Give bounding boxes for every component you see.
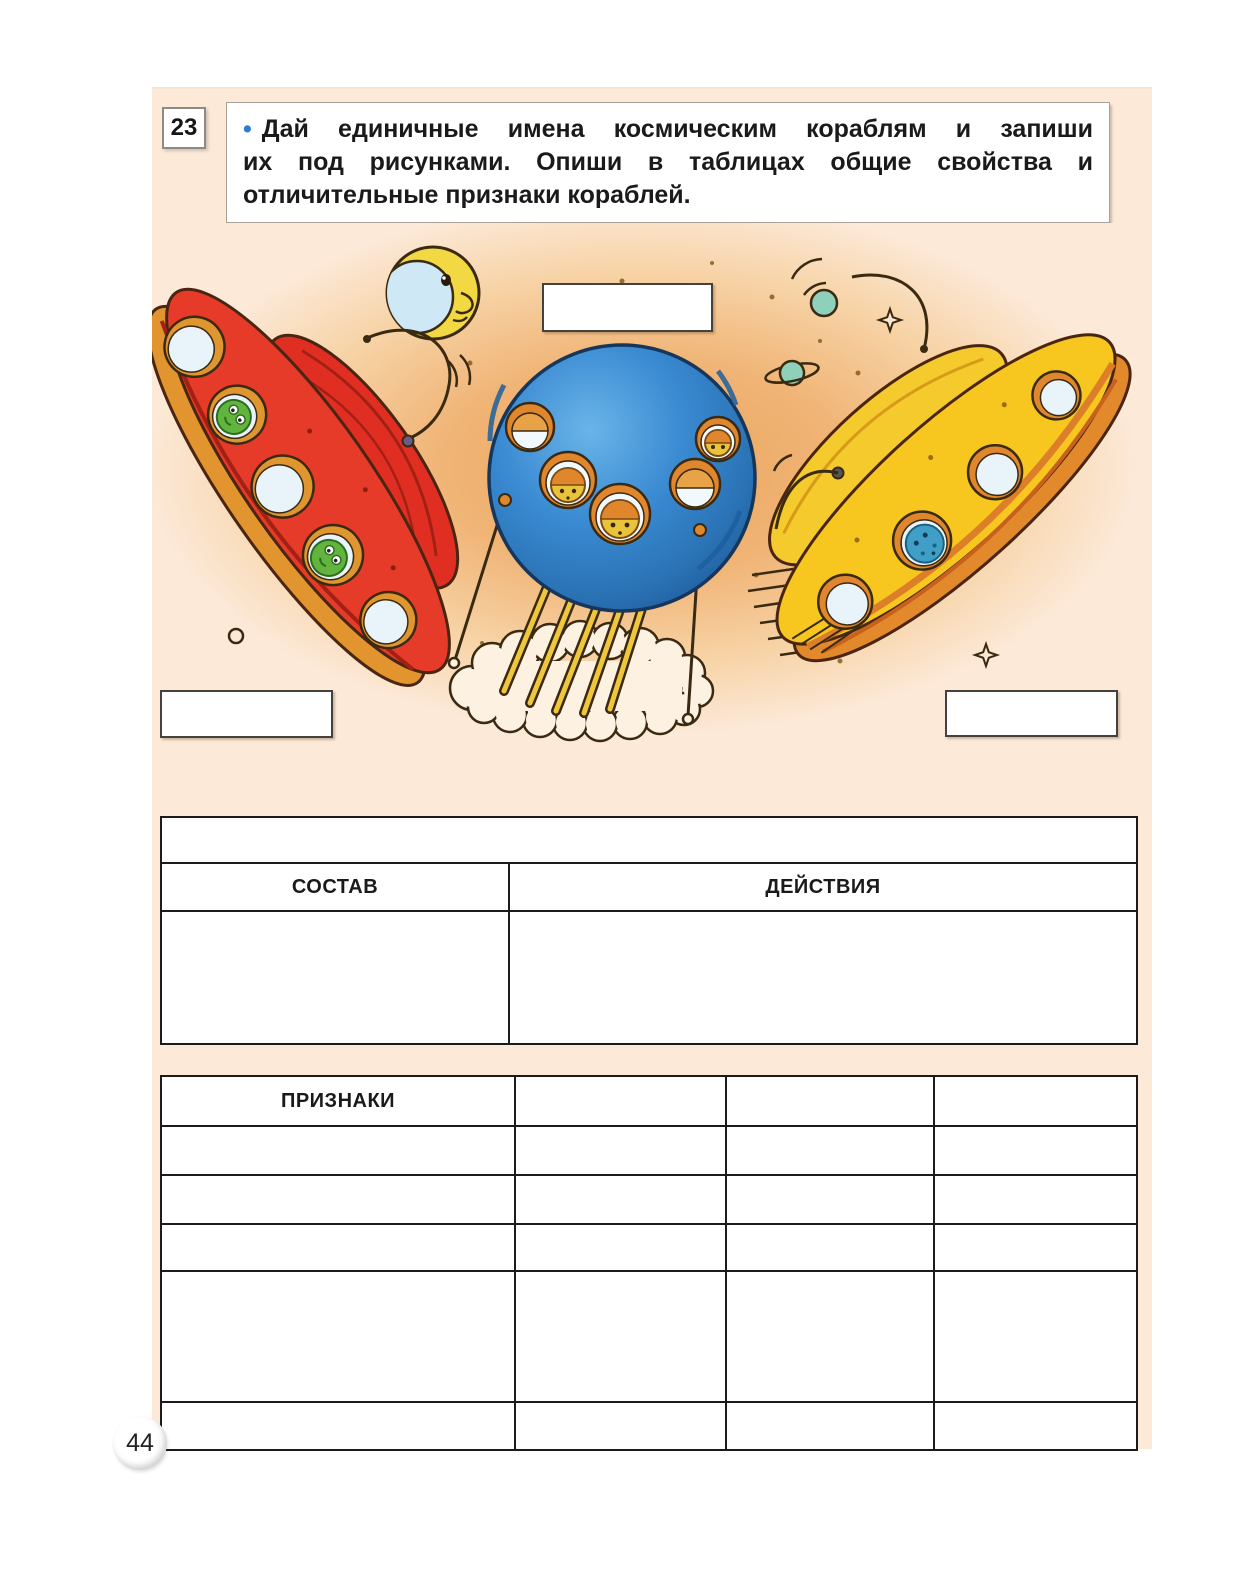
feature-row-cell[interactable] [161, 1402, 515, 1450]
composition-header-cell: СОСТАВ [161, 863, 509, 911]
actions-body-cell[interactable] [509, 911, 1137, 1044]
porthole-yellow-alien [696, 417, 740, 461]
feature-row-cell[interactable] [161, 1271, 515, 1402]
ship-column-header-cell[interactable] [934, 1076, 1137, 1126]
table-cell[interactable] [934, 1224, 1137, 1271]
table-cell[interactable] [726, 1175, 934, 1224]
ship-name-box-bottom-left[interactable] [160, 690, 333, 738]
feature-row-cell[interactable] [161, 1224, 515, 1271]
task-instruction-box [226, 102, 1110, 223]
ship-name-box-bottom-right[interactable] [945, 690, 1118, 737]
table-cell[interactable] [726, 1402, 934, 1450]
task-number: 23 [170, 114, 198, 141]
task-text-line: отличительные признаки кораблей. [243, 181, 691, 209]
table-cell[interactable] [515, 1402, 726, 1450]
table-cell[interactable] [515, 1224, 726, 1271]
porthole-yellow-alien [540, 452, 596, 508]
porthole-yellow-alien [590, 484, 650, 544]
features-header-cell: ПРИЗНАКИ [161, 1076, 515, 1126]
table-cell[interactable] [934, 1126, 1137, 1175]
table-cell[interactable] [934, 1271, 1137, 1402]
porthole [670, 459, 720, 509]
composition-body-cell[interactable] [161, 911, 509, 1044]
table-cell[interactable] [726, 1271, 934, 1402]
table-cell[interactable] [934, 1175, 1137, 1224]
table-cell[interactable] [515, 1271, 726, 1402]
ship-column-header-cell[interactable] [726, 1076, 934, 1126]
small-planet [811, 290, 837, 316]
task-number-badge [162, 107, 206, 149]
table-cell[interactable] [934, 1402, 1137, 1450]
page-number: 44 [126, 1428, 154, 1457]
task-text-line [243, 113, 1093, 146]
table-cell[interactable] [726, 1126, 934, 1175]
table-cell[interactable] [726, 1224, 934, 1271]
feature-row-cell[interactable] [161, 1126, 515, 1175]
table-title-cell[interactable] [161, 817, 1137, 863]
task-text: Дай единичные имена космическим кораблям и запиши [261, 115, 1093, 143]
composition-actions-table [160, 816, 1138, 1045]
actions-header-cell: ДЕЙСТВИЯ [509, 863, 1137, 911]
ship-name-box-top-center[interactable] [542, 283, 713, 332]
feature-row-cell[interactable] [161, 1175, 515, 1224]
features-table [160, 1075, 1138, 1451]
task-text-line: их под рисунками. Опиши в таблицах общие свойства и [243, 148, 1093, 176]
table-cell[interactable] [515, 1126, 726, 1175]
ship-column-header-cell[interactable] [515, 1076, 726, 1126]
porthole [506, 403, 554, 451]
table-cell[interactable] [515, 1175, 726, 1224]
page-number-badge [113, 1416, 167, 1470]
bullet-icon: • [243, 115, 252, 143]
